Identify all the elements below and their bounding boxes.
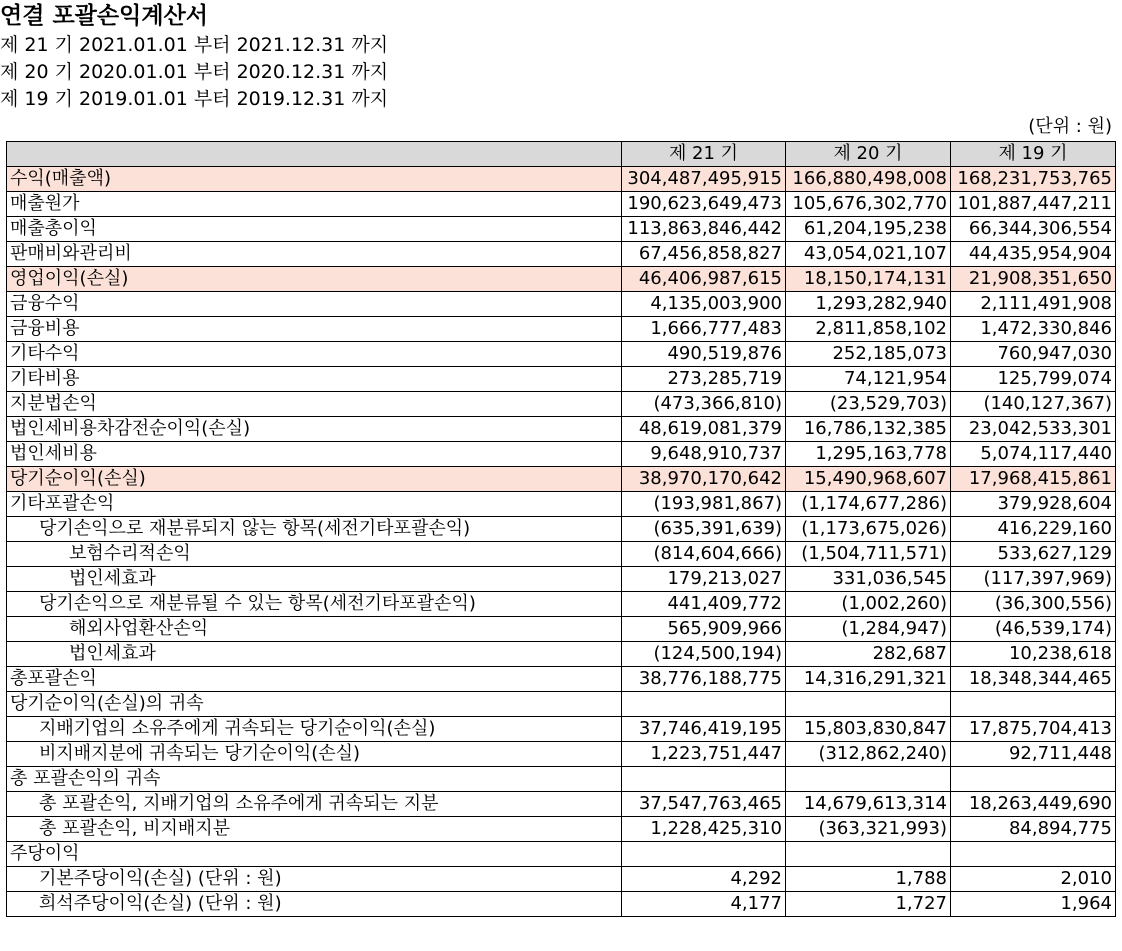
value-period-19: 416,229,160 bbox=[951, 517, 1116, 542]
value-period-19: 125,799,074 bbox=[951, 367, 1116, 392]
table-row bbox=[7, 292, 1116, 317]
row-label: 판매비와관리비 bbox=[7, 242, 622, 267]
period-line-20: 제 20 기 2020.01.01 부터 2020.12.31 까지 bbox=[0, 61, 389, 83]
value-period-21: 1,228,425,310 bbox=[622, 817, 786, 842]
value-period-19 bbox=[951, 767, 1116, 792]
value-period-20: 15,803,830,847 bbox=[786, 717, 951, 742]
value-period-21: 4,177 bbox=[622, 892, 786, 917]
row-label: 총 포괄손익, 비지배지분 bbox=[7, 817, 622, 842]
value-period-21: 441,409,772 bbox=[622, 592, 786, 617]
table-row bbox=[7, 742, 1116, 767]
value-period-20: 74,121,954 bbox=[786, 367, 951, 392]
row-label: 금융비용 bbox=[7, 317, 622, 342]
row-label: 총 포괄손익의 귀속 bbox=[7, 767, 622, 792]
value-period-20: (23,529,703) bbox=[786, 392, 951, 417]
value-period-21: 190,623,649,473 bbox=[622, 192, 786, 217]
row-label: 비지배지분에 귀속되는 당기순이익(손실) bbox=[7, 742, 622, 767]
table-row bbox=[7, 542, 1116, 567]
value-period-21: 304,487,495,915 bbox=[622, 167, 786, 192]
value-period-21: (814,604,666) bbox=[622, 542, 786, 567]
value-period-21: (635,391,639) bbox=[622, 517, 786, 542]
value-period-21: (193,981,867) bbox=[622, 492, 786, 517]
value-period-21: 9,648,910,737 bbox=[622, 442, 786, 467]
table-row bbox=[7, 367, 1116, 392]
value-period-19: 44,435,954,904 bbox=[951, 242, 1116, 267]
income-statement-table bbox=[6, 141, 1116, 917]
value-period-19: 18,348,344,465 bbox=[951, 667, 1116, 692]
table-row bbox=[7, 217, 1116, 242]
value-period-19: 17,968,415,861 bbox=[951, 467, 1116, 492]
row-label: 법인세비용 bbox=[7, 442, 622, 467]
table-row bbox=[7, 892, 1116, 917]
value-period-21: 4,135,003,900 bbox=[622, 292, 786, 317]
value-period-20: (312,862,240) bbox=[786, 742, 951, 767]
row-label: 지분법손익 bbox=[7, 392, 622, 417]
value-period-20: (1,284,947) bbox=[786, 617, 951, 642]
value-period-20: (1,002,260) bbox=[786, 592, 951, 617]
row-label: 당기손익으로 재분류될 수 있는 항목(세전기타포괄손익) bbox=[7, 592, 622, 617]
value-period-19: 5,074,117,440 bbox=[951, 442, 1116, 467]
value-period-20: 252,185,073 bbox=[786, 342, 951, 367]
value-period-20: 282,687 bbox=[786, 642, 951, 667]
row-label: 지배기업의 소유주에게 귀속되는 당기순이익(손실) bbox=[7, 717, 622, 742]
table-row bbox=[7, 867, 1116, 892]
row-label: 기본주당이익(손실) (단위 : 원) bbox=[7, 867, 622, 892]
table-row bbox=[7, 592, 1116, 617]
value-period-21: 179,213,027 bbox=[622, 567, 786, 592]
table-row bbox=[7, 442, 1116, 467]
table-row bbox=[7, 342, 1116, 367]
row-label: 금융수익 bbox=[7, 292, 622, 317]
row-label: 매출총이익 bbox=[7, 217, 622, 242]
value-period-20: 1,727 bbox=[786, 892, 951, 917]
table-header-row bbox=[7, 142, 1116, 167]
value-period-21 bbox=[622, 767, 786, 792]
value-period-19: 760,947,030 bbox=[951, 342, 1116, 367]
table-row bbox=[7, 467, 1116, 492]
value-period-21: (124,500,194) bbox=[622, 642, 786, 667]
row-label: 수익(매출액) bbox=[7, 167, 622, 192]
value-period-21 bbox=[622, 842, 786, 867]
value-period-19: (46,539,174) bbox=[951, 617, 1116, 642]
header-period-19: 제 19 기 bbox=[951, 142, 1116, 167]
value-period-19 bbox=[951, 692, 1116, 717]
value-period-19: (140,127,367) bbox=[951, 392, 1116, 417]
table-row bbox=[7, 167, 1116, 192]
table-row bbox=[7, 642, 1116, 667]
value-period-20: 1,295,163,778 bbox=[786, 442, 951, 467]
value-period-19: 10,238,618 bbox=[951, 642, 1116, 667]
value-period-19: 2,010 bbox=[951, 867, 1116, 892]
value-period-19: 23,042,533,301 bbox=[951, 417, 1116, 442]
row-label: 총포괄손익 bbox=[7, 667, 622, 692]
value-period-20: 14,316,291,321 bbox=[786, 667, 951, 692]
value-period-19: 17,875,704,413 bbox=[951, 717, 1116, 742]
value-period-20: 166,880,498,008 bbox=[786, 167, 951, 192]
header-period-21: 제 21 기 bbox=[622, 142, 786, 167]
table-row bbox=[7, 517, 1116, 542]
row-label: 보험수리적손익 bbox=[7, 542, 622, 567]
row-label: 매출원가 bbox=[7, 192, 622, 217]
value-period-19: 21,908,351,650 bbox=[951, 267, 1116, 292]
value-period-20 bbox=[786, 767, 951, 792]
table-row bbox=[7, 792, 1116, 817]
value-period-19: 533,627,129 bbox=[951, 542, 1116, 567]
value-period-21: 273,285,719 bbox=[622, 367, 786, 392]
value-period-20: (363,321,993) bbox=[786, 817, 951, 842]
table-row bbox=[7, 267, 1116, 292]
value-period-21: (473,366,810) bbox=[622, 392, 786, 417]
header-account bbox=[7, 142, 622, 167]
value-period-19: (117,397,969) bbox=[951, 567, 1116, 592]
table-row bbox=[7, 842, 1116, 867]
value-period-19: 2,111,491,908 bbox=[951, 292, 1116, 317]
value-period-19: 168,231,753,765 bbox=[951, 167, 1116, 192]
value-period-21: 4,292 bbox=[622, 867, 786, 892]
row-label: 당기손익으로 재분류되지 않는 항목(세전기타포괄손익) bbox=[7, 517, 622, 542]
table-row bbox=[7, 692, 1116, 717]
period-line-21: 제 21 기 2021.01.01 부터 2021.12.31 까지 bbox=[0, 34, 389, 56]
value-period-20: 16,786,132,385 bbox=[786, 417, 951, 442]
row-label: 당기순이익(손실) bbox=[7, 467, 622, 492]
value-period-21: 37,547,763,465 bbox=[622, 792, 786, 817]
row-label: 당기순이익(손실)의 귀속 bbox=[7, 692, 622, 717]
value-period-21: 113,863,846,442 bbox=[622, 217, 786, 242]
value-period-21 bbox=[622, 692, 786, 717]
value-period-19 bbox=[951, 842, 1116, 867]
value-period-19: 18,263,449,690 bbox=[951, 792, 1116, 817]
value-period-20: 61,204,195,238 bbox=[786, 217, 951, 242]
value-period-20: 14,679,613,314 bbox=[786, 792, 951, 817]
table-row bbox=[7, 717, 1116, 742]
value-period-19: 92,711,448 bbox=[951, 742, 1116, 767]
value-period-21: 38,970,170,642 bbox=[622, 467, 786, 492]
value-period-21: 38,776,188,775 bbox=[622, 667, 786, 692]
value-period-19: 1,964 bbox=[951, 892, 1116, 917]
value-period-21: 48,619,081,379 bbox=[622, 417, 786, 442]
value-period-20: (1,504,711,571) bbox=[786, 542, 951, 567]
value-period-20: 1,293,282,940 bbox=[786, 292, 951, 317]
table-body bbox=[7, 167, 1116, 917]
value-period-21: 1,666,777,483 bbox=[622, 317, 786, 342]
table-row bbox=[7, 617, 1116, 642]
table-row bbox=[7, 567, 1116, 592]
value-period-21: 490,519,876 bbox=[622, 342, 786, 367]
value-period-21: 1,223,751,447 bbox=[622, 742, 786, 767]
value-period-19: 101,887,447,211 bbox=[951, 192, 1116, 217]
value-period-20: 18,150,174,131 bbox=[786, 267, 951, 292]
value-period-21: 67,456,858,827 bbox=[622, 242, 786, 267]
period-line-19: 제 19 기 2019.01.01 부터 2019.12.31 까지 bbox=[0, 88, 389, 110]
table-row bbox=[7, 392, 1116, 417]
value-period-20: (1,173,675,026) bbox=[786, 517, 951, 542]
unit-label: (단위 : 원) bbox=[1028, 116, 1112, 137]
value-period-21: 37,746,419,195 bbox=[622, 717, 786, 742]
row-label: 희석주당이익(손실) (단위 : 원) bbox=[7, 892, 622, 917]
value-period-20: 1,788 bbox=[786, 867, 951, 892]
value-period-21: 565,909,966 bbox=[622, 617, 786, 642]
value-period-20: 105,676,302,770 bbox=[786, 192, 951, 217]
value-period-19: 1,472,330,846 bbox=[951, 317, 1116, 342]
row-label: 기타포괄손익 bbox=[7, 492, 622, 517]
value-period-20 bbox=[786, 842, 951, 867]
value-period-20: 15,490,968,607 bbox=[786, 467, 951, 492]
value-period-21: 46,406,987,615 bbox=[622, 267, 786, 292]
value-period-19: 66,344,306,554 bbox=[951, 217, 1116, 242]
table-row bbox=[7, 317, 1116, 342]
table-row bbox=[7, 242, 1116, 267]
table-row bbox=[7, 192, 1116, 217]
row-label: 기타비용 bbox=[7, 367, 622, 392]
row-label: 법인세비용차감전순이익(손실) bbox=[7, 417, 622, 442]
table-row bbox=[7, 767, 1116, 792]
table-row bbox=[7, 667, 1116, 692]
statement-title: 연결 포괄손익계산서 bbox=[0, 3, 208, 29]
value-period-19: 379,928,604 bbox=[951, 492, 1116, 517]
row-label: 해외사업환산손익 bbox=[7, 617, 622, 642]
table-row bbox=[7, 492, 1116, 517]
row-label: 총 포괄손익, 지배기업의 소유주에게 귀속되는 지분 bbox=[7, 792, 622, 817]
value-period-20: 331,036,545 bbox=[786, 567, 951, 592]
row-label: 영업이익(손실) bbox=[7, 267, 622, 292]
table-row bbox=[7, 817, 1116, 842]
value-period-20 bbox=[786, 692, 951, 717]
row-label: 법인세효과 bbox=[7, 567, 622, 592]
row-label: 기타수익 bbox=[7, 342, 622, 367]
row-label: 법인세효과 bbox=[7, 642, 622, 667]
row-label: 주당이익 bbox=[7, 842, 622, 867]
header-period-20: 제 20 기 bbox=[786, 142, 951, 167]
value-period-19: (36,300,556) bbox=[951, 592, 1116, 617]
value-period-19: 84,894,775 bbox=[951, 817, 1116, 842]
value-period-20: (1,174,677,286) bbox=[786, 492, 951, 517]
value-period-20: 2,811,858,102 bbox=[786, 317, 951, 342]
table-row bbox=[7, 417, 1116, 442]
value-period-20: 43,054,021,107 bbox=[786, 242, 951, 267]
